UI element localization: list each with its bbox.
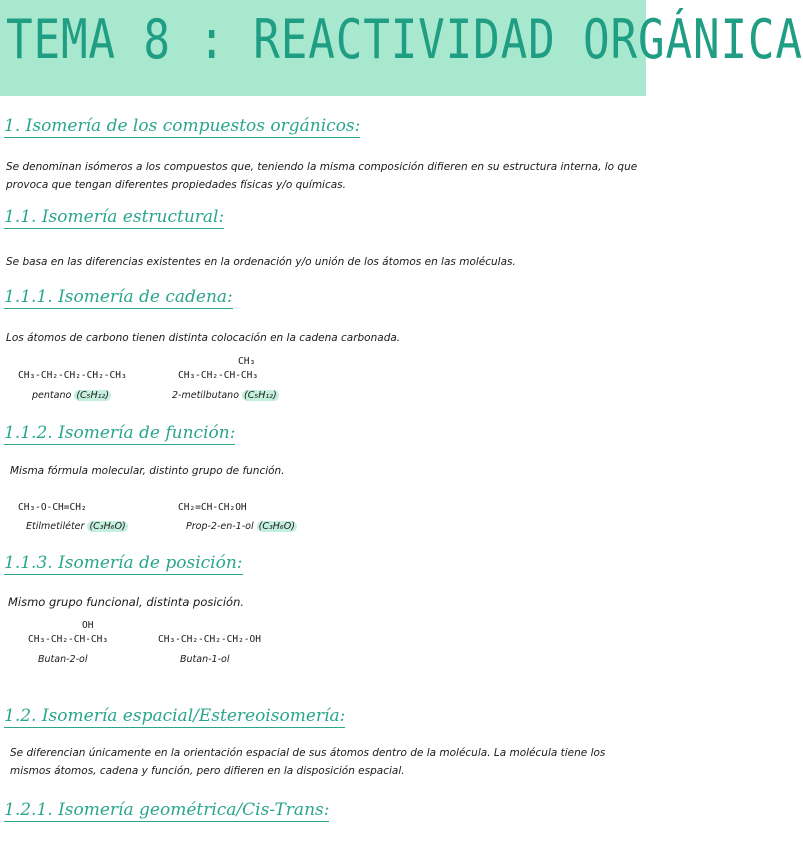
heading-1-1-2-text: 1.1.2. Isomería de función: — [4, 423, 236, 443]
formula-etilmetileter: CH₃-O-CH=CH₂ — [18, 502, 87, 513]
heading-1-1-1-text: 1.1.1. Isomería de cadena: — [4, 287, 233, 307]
heading-1-1-2 — [4, 423, 235, 443]
paragraph-isomeros: Se denominan isómeros a los compuestos que, teniendo la misma composición difieren en su estructura interna, lo que provoca que tengan diferentes propiedades físicas y/o químicas. — [6, 161, 638, 191]
heading-1-1-3-text: 1.1.3. Isomería de posición: — [4, 553, 243, 573]
name-pentano — [32, 390, 111, 401]
name-etilmetileter — [26, 521, 128, 532]
name-propenol-text: Prop-2-en-1-ol — [186, 521, 254, 532]
heading-1-1-1 — [4, 287, 233, 307]
heading-1-text: 1. Isomería de los compuestos orgánicos: — [4, 116, 361, 136]
name-propenol — [186, 521, 297, 532]
heading-1-1-3 — [4, 553, 243, 573]
paragraph-estructural: Se basa en las diferencias existentes en la ordenación y/o unión de los átomos en las moléculas. — [6, 256, 516, 268]
heading-1-1 — [4, 207, 224, 227]
formula-pentano: CH₃-CH₂-CH₂-CH₂-CH₃ — [18, 370, 127, 381]
paragraph-cadena: Los átomos de carbono tienen distinta colocación en la cadena carbonada. — [6, 332, 401, 344]
heading-1-2-1-text: 1.2.1. Isomería geométrica/Cis-Trans: — [4, 800, 330, 820]
name-pentano-text: pentano — [32, 390, 72, 401]
page-title: TEMA 8 : REACTIVIDAD ORGÁNICA — [6, 8, 803, 71]
formula-tag-etilmetileter: (C₃H₆O) — [89, 521, 126, 532]
paragraph-posicion: Mismo grupo funcional, distinta posición. — [8, 595, 245, 609]
paragraph-funcion: Misma fórmula molecular, distinto grupo de función. — [10, 465, 285, 477]
formula-tag-propenol: (C₃H₆O) — [258, 521, 295, 532]
formula-2-metilbutano-branch: CH₃ — [238, 356, 256, 367]
heading-1-2-text: 1.2. Isomería espacial/Estereoisomería: — [4, 706, 346, 726]
heading-1-2-1 — [4, 800, 329, 820]
formula-butan-2-ol-branch: OH — [82, 620, 94, 631]
formula-2-metilbutano: CH₃-CH₂-CH-CH₃ — [178, 370, 259, 381]
heading-1-1-text: 1.1. Isomería estructural: — [4, 207, 225, 227]
name-etilmetileter-text: Etilmetiléter — [26, 521, 85, 532]
heading-1-2 — [4, 706, 345, 726]
name-2-metilbutano — [172, 390, 279, 401]
formula-tag-2-metilbutano: (C₅H₁₂) — [244, 390, 277, 401]
formula-propenol: CH₂=CH-CH₂OH — [178, 502, 247, 513]
formula-tag-pentano: (C₅H₁₂) — [76, 390, 109, 401]
paragraph-espacial: Se diferencian únicamente en la orientación espacial de sus átomos dentro de la molécula. La molécula tiene los mismos átomos, cadena y función, pero difieren en la disposición espacial. — [10, 747, 606, 777]
formula-butan-1-ol: CH₃-CH₂-CH₂-CH₂-OH — [158, 634, 261, 645]
name-butan-2-ol: Butan-2-ol — [38, 654, 88, 665]
heading-1 — [4, 116, 360, 136]
name-2-metilbutano-text: 2-metilbutano — [172, 390, 240, 401]
name-butan-1-ol: Butan-1-ol — [180, 654, 230, 665]
formula-butan-2-ol: CH₃-CH₂-CH-CH₃ — [28, 634, 109, 645]
